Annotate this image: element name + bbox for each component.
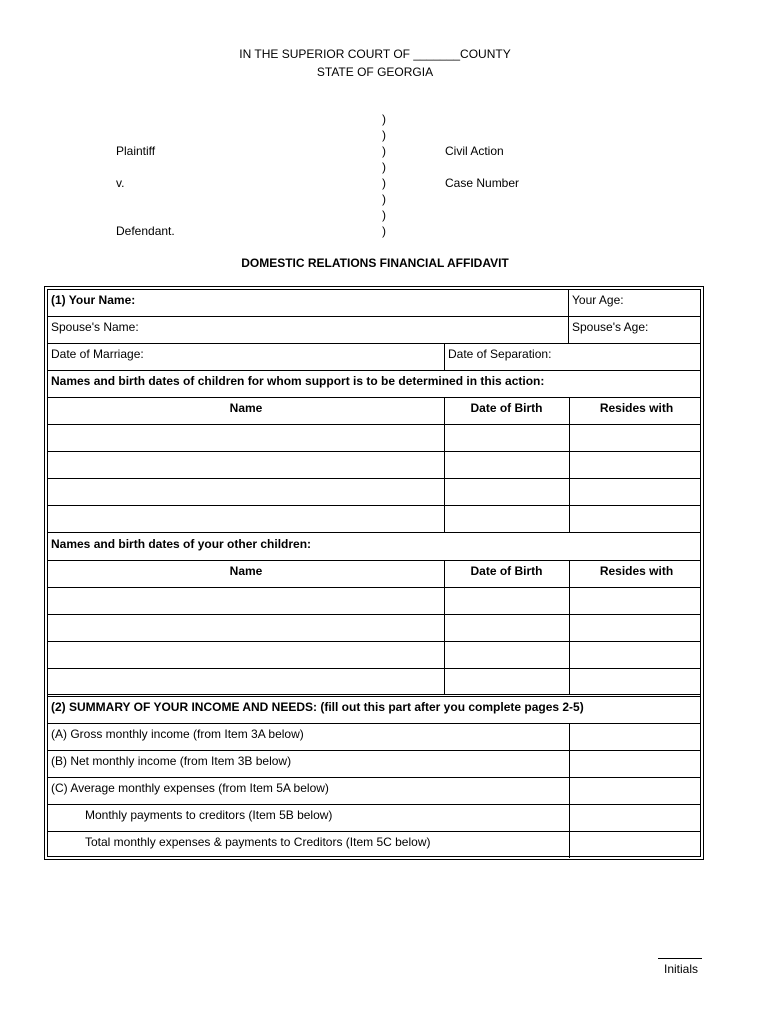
versus-label: v. [116,176,125,190]
children-support-heading: Names and birth dates of children for whom support is to be determined in this action: [51,374,545,388]
caption-paren: ) [382,128,386,142]
affidavit-form [44,286,704,860]
date-of-separation-label: Date of Separation: [448,347,552,361]
spouse-name-label: Spouse's Name: [51,320,139,334]
column-header-resides-with: Resides with [599,564,674,578]
other-children-heading: Names and birth dates of your other children: [51,537,312,551]
gross-income-label: (A) Gross monthly income (from Item 3A below) [51,727,304,741]
spouse-age-label: Spouse's Age: [572,320,649,334]
caption-paren: ) [382,112,386,126]
caption-paren: ) [382,208,386,222]
column-header-date-of-birth: Date of Birth [470,401,543,415]
caption-paren: ) [382,176,386,190]
your-name-label: (1) Your Name: [51,293,136,307]
net-income-label: (B) Net monthly income (from Item 3B below) [51,754,292,768]
state-heading: STATE OF GEORGIA [316,65,434,79]
caption-paren: ) [382,192,386,206]
column-header-resides-with: Resides with [599,401,674,415]
total-expenses-label: Total monthly expenses & payments to Creditors (Item 5C below) [85,835,431,849]
form-title: DOMESTIC RELATIONS FINANCIAL AFFIDAVIT [241,256,509,270]
defendant-label: Defendant. [116,224,175,238]
column-header-date-of-birth: Date of Birth [470,564,543,578]
plaintiff-label: Plaintiff [116,144,156,158]
civil-action-label: Civil Action [445,144,504,158]
summary-heading: (2) SUMMARY OF YOUR INCOME AND NEEDS: (fill out this part after you complete pages 2-5) [51,700,584,714]
initials-label: Initials [664,962,699,976]
column-header-name: Name [229,564,263,578]
initials-line [658,958,702,959]
caption-paren: ) [382,224,386,238]
date-of-marriage-label: Date of Marriage: [51,347,144,361]
caption-paren: ) [382,160,386,174]
average-expenses-label: (C) Average monthly expenses (from Item 5A below) [51,781,329,795]
caption-paren: ) [382,144,386,158]
column-header-name: Name [229,401,263,415]
creditor-payments-label: Monthly payments to creditors (Item 5B below) [85,808,333,822]
case-number-label: Case Number [445,176,520,190]
court-heading: IN THE SUPERIOR COURT OF _______COUNTY [239,47,511,61]
your-age-label: Your Age: [572,293,624,307]
affidavit-form-inner [47,289,701,857]
